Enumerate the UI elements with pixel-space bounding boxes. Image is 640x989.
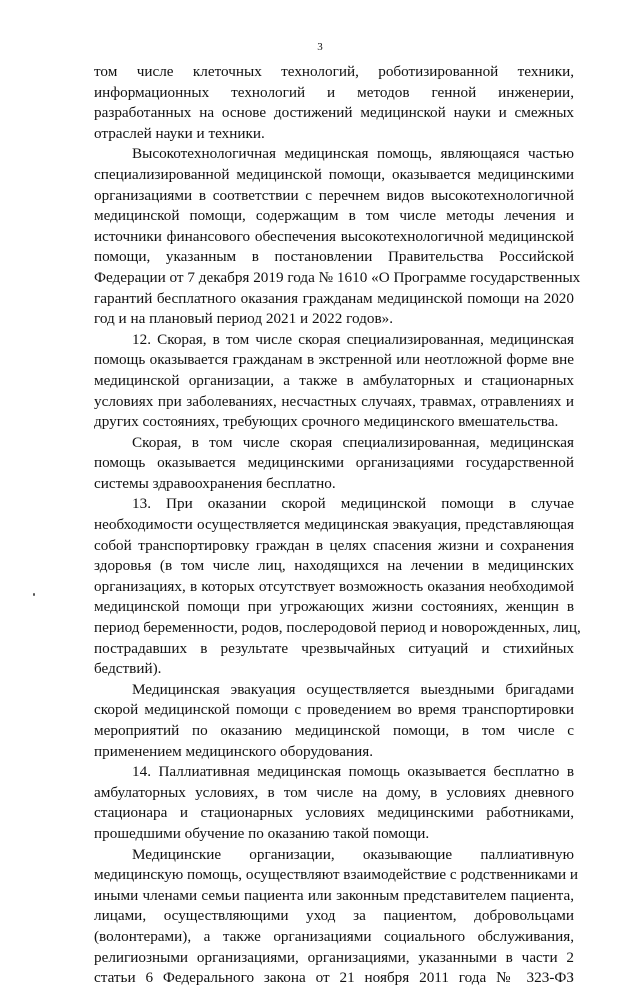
text-line: условиях при заболеваниях, несчастных случаях, травмах, отравлениях и: [94, 392, 574, 410]
text-line: здоровья (в том числе лиц, находящихся на лечении в медицинских: [94, 557, 574, 575]
text-line: Медицинская эвакуация осуществляется выездными бригадами: [132, 680, 574, 698]
text-line: 13. При оказании скорой медицинской помощи в случае: [132, 495, 574, 513]
text-line: медицинской помощи, содержащим в том числе методы лечения и: [94, 207, 574, 225]
text-line: 12. Скорая, в том числе скорая специализированная, медицинская: [132, 330, 574, 348]
text-line: прошедшими обучение по оказанию такой помощи.: [94, 824, 430, 842]
text-line: медицинской организации, а также в амбулаторных и стационарных: [94, 371, 574, 389]
text-line: специализированной медицинской помощи, оказывается медицинскими: [94, 165, 574, 183]
text-line: организациях, в которых отсутствует возможность оказания необходимой: [94, 577, 574, 595]
text-line: медицинской помощи при угрожающих жизни состояниях, женщин в: [94, 598, 574, 616]
text-line: 14. Паллиативная медицинская помощь оказывается бесплатно в: [132, 763, 574, 781]
text-line: отраслей науки и техники.: [94, 124, 265, 142]
text-line: скорой медицинской помощи с проведением во время транспортировки: [94, 701, 574, 719]
text-line: медицинскую помощь, осуществляют взаимодействие с родственниками и: [94, 866, 579, 884]
text-line: Федерации от 7 декабря 2019 года № 1610 «О Программе государственных: [94, 268, 581, 286]
text-line: разработанных на основе достижений медицинской науки и смежных: [94, 104, 574, 122]
text-line: лицами, осуществляющими уход за пациентом, добровольцами: [94, 907, 574, 925]
text-line: религиозными организациями, организациями, указанными в части 2: [94, 948, 574, 966]
text-line: источники финансового обеспечения высокотехнологичной медицинской: [94, 227, 574, 245]
text-line: Медицинские организации, оказывающие паллиативную: [132, 845, 574, 863]
text-line: статьи 6 Федерального закона от 21 ноября 2011 года № 323-ФЗ: [94, 969, 574, 987]
text-line: гарантий бесплатного оказания гражданам медицинской помощи на 2020: [94, 289, 574, 307]
text-line: информационных технологий и методов генной инженерии,: [94, 83, 574, 101]
text-line: амбулаторных условиях, в том числе на дому, в условиях дневного: [94, 783, 574, 801]
scan-speck: [33, 593, 35, 596]
text-line: мероприятий по оказанию медицинской помощи, в том числе с: [94, 722, 574, 739]
text-line: помощи, указанным в постановлении Правительства Российской: [94, 248, 574, 266]
text-line: других состояниях, требующих срочного медицинского вмешательства.: [94, 413, 559, 431]
text-line: том числе клеточных технологий, роботизированной техники,: [94, 63, 574, 80]
text-line: системы здравоохранения бесплатно.: [94, 474, 336, 492]
text-line: период беременности, родов, послеродовой период и новорожденных, лиц,: [94, 619, 581, 637]
text-line: применением медицинского оборудования.: [94, 742, 374, 760]
text-line: стационара и стационарных условиях медицинскими работниками,: [94, 804, 574, 822]
page-number: 3: [317, 41, 323, 53]
text-line: год и на плановый период 2021 и 2022 годов».: [94, 310, 394, 328]
text-line: необходимости осуществляется медицинская эвакуация, представляющая: [94, 516, 574, 534]
text-line: Высокотехнологичная медицинская помощь, являющаяся частью: [132, 145, 574, 163]
text-line: собой транспортировку граждан в целях спасения жизни и сохранения: [94, 536, 574, 554]
text-line: бедствий).: [94, 660, 162, 678]
text-line: пострадавших в результате чрезвычайных ситуаций и стихийных: [94, 639, 574, 657]
text-line: Скорая, в том числе скорая специализированная, медицинская: [132, 433, 574, 451]
text-line: помощь оказывается гражданам в экстренной или неотложной форме вне: [94, 351, 574, 369]
document-body: [94, 62, 581, 989]
text-line: иными членами семьи пациента или законным представителем пациента,: [94, 886, 574, 904]
text-line: помощь оказывается медицинскими организациями государственной: [94, 454, 574, 472]
text-line: (волонтерами), а также организациями социального обслуживания,: [94, 927, 574, 945]
text-line: организациями в соответствии с перечнем видов высокотехнологичной: [94, 186, 574, 204]
